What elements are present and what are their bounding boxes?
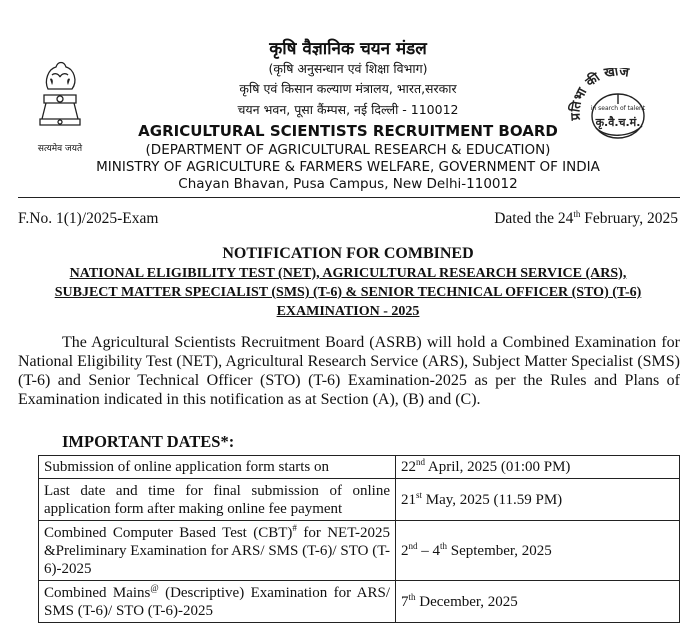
header-divider bbox=[18, 197, 680, 198]
event-text: Combined Mains bbox=[44, 584, 151, 601]
english-address: Chayan Bhavan, Pusa Campus, New Delhi-110012 bbox=[178, 176, 518, 192]
table-row bbox=[39, 581, 680, 623]
date-rest: April, 2025 (01:00 PM) bbox=[425, 459, 571, 475]
dated-prefix: Dated the 24 bbox=[494, 210, 574, 227]
date-num: 7 bbox=[401, 593, 409, 610]
table-row bbox=[39, 521, 680, 581]
event-text: Last date and time for final submission of online application form after making online fee payment bbox=[44, 482, 390, 517]
date-sup: nd bbox=[408, 540, 418, 551]
table-row bbox=[39, 479, 680, 521]
hindi-ministry: कृषि एवं किसान कल्याण मंत्रालय, भारत,सरकार bbox=[239, 81, 457, 96]
english-ministry: MINISTRY OF AGRICULTURE & FARMERS WELFARE, GOVERNMENT OF INDIA bbox=[96, 159, 600, 175]
important-dates-heading: IMPORTANT DATES*: bbox=[62, 432, 235, 451]
event-cell bbox=[39, 479, 396, 521]
hindi-address: चयन भवन, पूसा कैंम्पस, नई दिल्ली - 110012 bbox=[237, 102, 459, 117]
hindi-department: (कृषि अनुसन्धान एवं शिक्षा विभाग) bbox=[268, 61, 428, 76]
date-rest: December, 2025 bbox=[415, 593, 518, 610]
date-sup: nd bbox=[416, 457, 425, 467]
event-cell bbox=[39, 456, 396, 479]
notification-line-1: NATIONAL ELIGIBILITY TEST (NET), AGRICULTURAL RESEARCH SERVICE (ARS), bbox=[69, 266, 627, 281]
logo-arc-text: प्रतिभा की खोज bbox=[568, 68, 630, 121]
intro-paragraph: The Agricultural Scientists Recruitment Board (ASRB) will hold a Combined Examination for National Eligibility Test (NET), Agricultural Research Service (ARS), Subject Matter Specialist (SMS) (T-6) and Senior Technical Officer (STO) (T-6) Examination-2025 as per the Rules and Plans of Examination indicated in this notification as at Section (A), (B) and (C). bbox=[18, 334, 680, 408]
logo-abbrev-text: कृ.वै.च.मं. bbox=[595, 116, 641, 129]
date-mid: – 4 bbox=[417, 542, 440, 559]
emblem-caption: सत्यमेव जयते bbox=[37, 144, 83, 154]
date-num: 21 bbox=[401, 491, 416, 508]
event-cell bbox=[39, 521, 396, 581]
file-number: F.No. 1(1)/2025-Exam bbox=[18, 210, 159, 227]
date-rest: May, 2025 (11.59 PM) bbox=[422, 491, 563, 508]
date-cell bbox=[396, 456, 680, 479]
event-tail: for NET-2025 &Preliminary Examination for ARS/ SMS (T-6)/ STO (T-6)-2025 bbox=[44, 524, 390, 577]
hindi-title: कृषि वैज्ञानिक चयन मंडल bbox=[269, 39, 427, 59]
date-sup-2: th bbox=[440, 540, 448, 551]
event-sup: @ bbox=[150, 582, 159, 593]
date-sup: st bbox=[416, 489, 423, 500]
event-sup: # bbox=[292, 522, 297, 533]
event-tail: (Descriptive) Examination for ARS/ SMS (T-6)/ STO (T-6)-2025 bbox=[44, 584, 391, 619]
date-rest: September, 2025 bbox=[447, 542, 552, 559]
english-department: (DEPARTMENT OF AGRICULTURAL RESEARCH & EDUCATION) bbox=[145, 142, 551, 158]
notification-title: NOTIFICATION FOR COMBINED bbox=[222, 245, 474, 262]
table-row bbox=[39, 456, 680, 479]
important-dates-table bbox=[38, 455, 680, 623]
notification-line-3: EXAMINATION - 2025 bbox=[276, 304, 420, 319]
logo-mid-text: in search of talent bbox=[590, 105, 646, 112]
date-cell bbox=[396, 521, 680, 581]
event-text: Combined Computer Based Test (CBT) bbox=[44, 524, 293, 541]
date-cell bbox=[396, 479, 680, 521]
date-num: 22 bbox=[401, 459, 416, 475]
dated-suffix: February, 2025 bbox=[580, 210, 678, 227]
english-title: AGRICULTURAL SCIENTISTS RECRUITMENT BOARD bbox=[138, 122, 558, 140]
date-sup: th bbox=[408, 591, 416, 602]
date-num: 2 bbox=[401, 542, 409, 559]
event-text: Submission of online application form starts on bbox=[44, 459, 329, 475]
dated-sup: th bbox=[573, 208, 581, 219]
notification-line-2: SUBJECT MATTER SPECIALIST (SMS) (T-6) & SENIOR TECHNICAL OFFICER (STO) (T-6) bbox=[54, 285, 642, 300]
event-cell bbox=[39, 581, 396, 623]
dated-line bbox=[494, 210, 678, 228]
date-cell bbox=[396, 581, 680, 623]
